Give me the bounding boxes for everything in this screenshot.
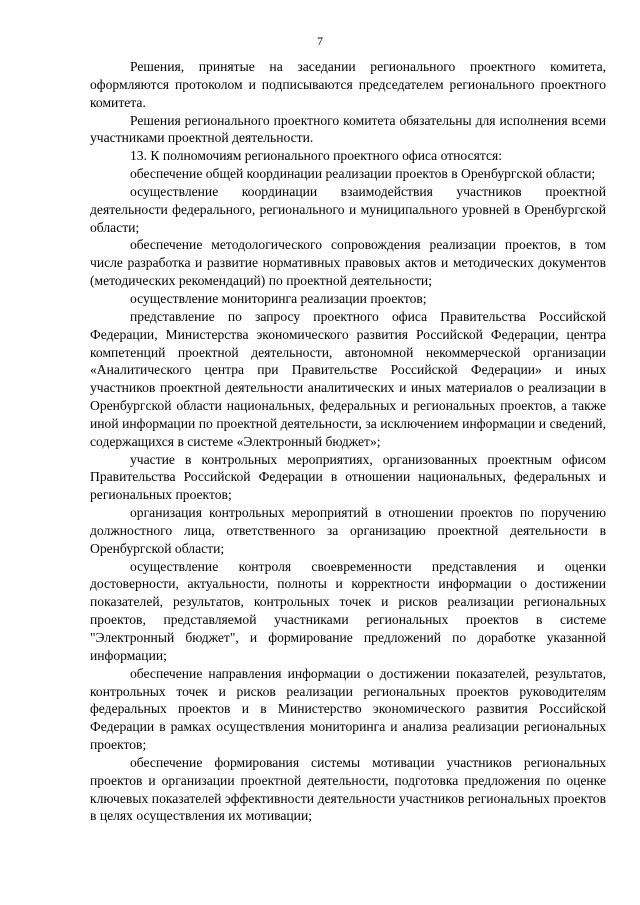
paragraph: Решения, принятые на заседании регионального проектного комитета, оформляются протоколом и подписываются председателем регионального проектного комитета. [90,59,606,110]
list-item: обеспечение методологического сопровождения реализации проектов, в том числе разработка и развитие нормативных правовых актов и методических документов (методических рекомендаций) по проектной деятельности; [90,237,606,289]
list-item: обеспечение формирования системы мотивации участников региональных проектов и организации проектной деятельности, подготовка предложения по оценке ключевых показателей эффективности деятельности участников региональных проектов в целях осуществления их мотивации; [90,754,606,824]
list-item: представление по запросу проектного офиса Правительства Российской Федерации, Министерства экономического развития Российской Федерации, центра компетенций проектной деятельности, автономной некоммерческой организации «Аналитического центра при Правительстве Российской Федерации» и иных участников проектной деятельности аналитических и иных материалов о реализации в Оренбургской области национальных, федеральных и региональных проектов, а также иной информации по проектной деятельности, за исключением информации и сведений, содержащихся в системе «Электронный бюджет»; [90,308,606,449]
list-item: организация контрольных мероприятий в отношении проектов по поручению должностного лица, ответственного за организацию проектной деятельности в Оренбургской области; [90,505,606,556]
list-item: обеспечение общей координации реализации проектов в Оренбургской области; [130,166,596,182]
section-heading: 13. К полномочиям регионального проектного офиса относятся: [130,148,503,164]
list-item: осуществление контроля своевременности представления и оценки достоверности, актуальности, полноты и корректности информации о достижении показателей, результатов, контрольных точек и рисков реализации региональных проектов, представляемой участниками региональных проектов в системе "Электронный бюджет", и формирование предложений по доработке указанной информации; [90,558,606,663]
list-item: осуществление координации взаимодействия участников проектной деятельности федерального, регионального и муниципального уровней в Оренбургской области; [90,183,606,235]
list-item: обеспечение направления информации о достижении показателей, результатов, контрольных точек и рисков реализации региональных проектов руководителям федеральных проектов и в Министерство экономического развития Российской Федерации в рамках осуществления мониторинга и анализа реализации региональных проектов; [90,665,606,753]
document-body [90,58,606,825]
page-number: 7 [317,34,323,48]
paragraph: Решения регионального проектного комитета обязательны для исполнения всеми участниками проектной деятельности. [90,112,606,146]
list-item: участие в контрольных мероприятиях, организованных проектным офисом Правительства Российской Федерации в отношении национальных, федеральных и региональных проектов; [90,451,606,503]
list-item: осуществление мониторинга реализации проектов; [130,290,427,306]
